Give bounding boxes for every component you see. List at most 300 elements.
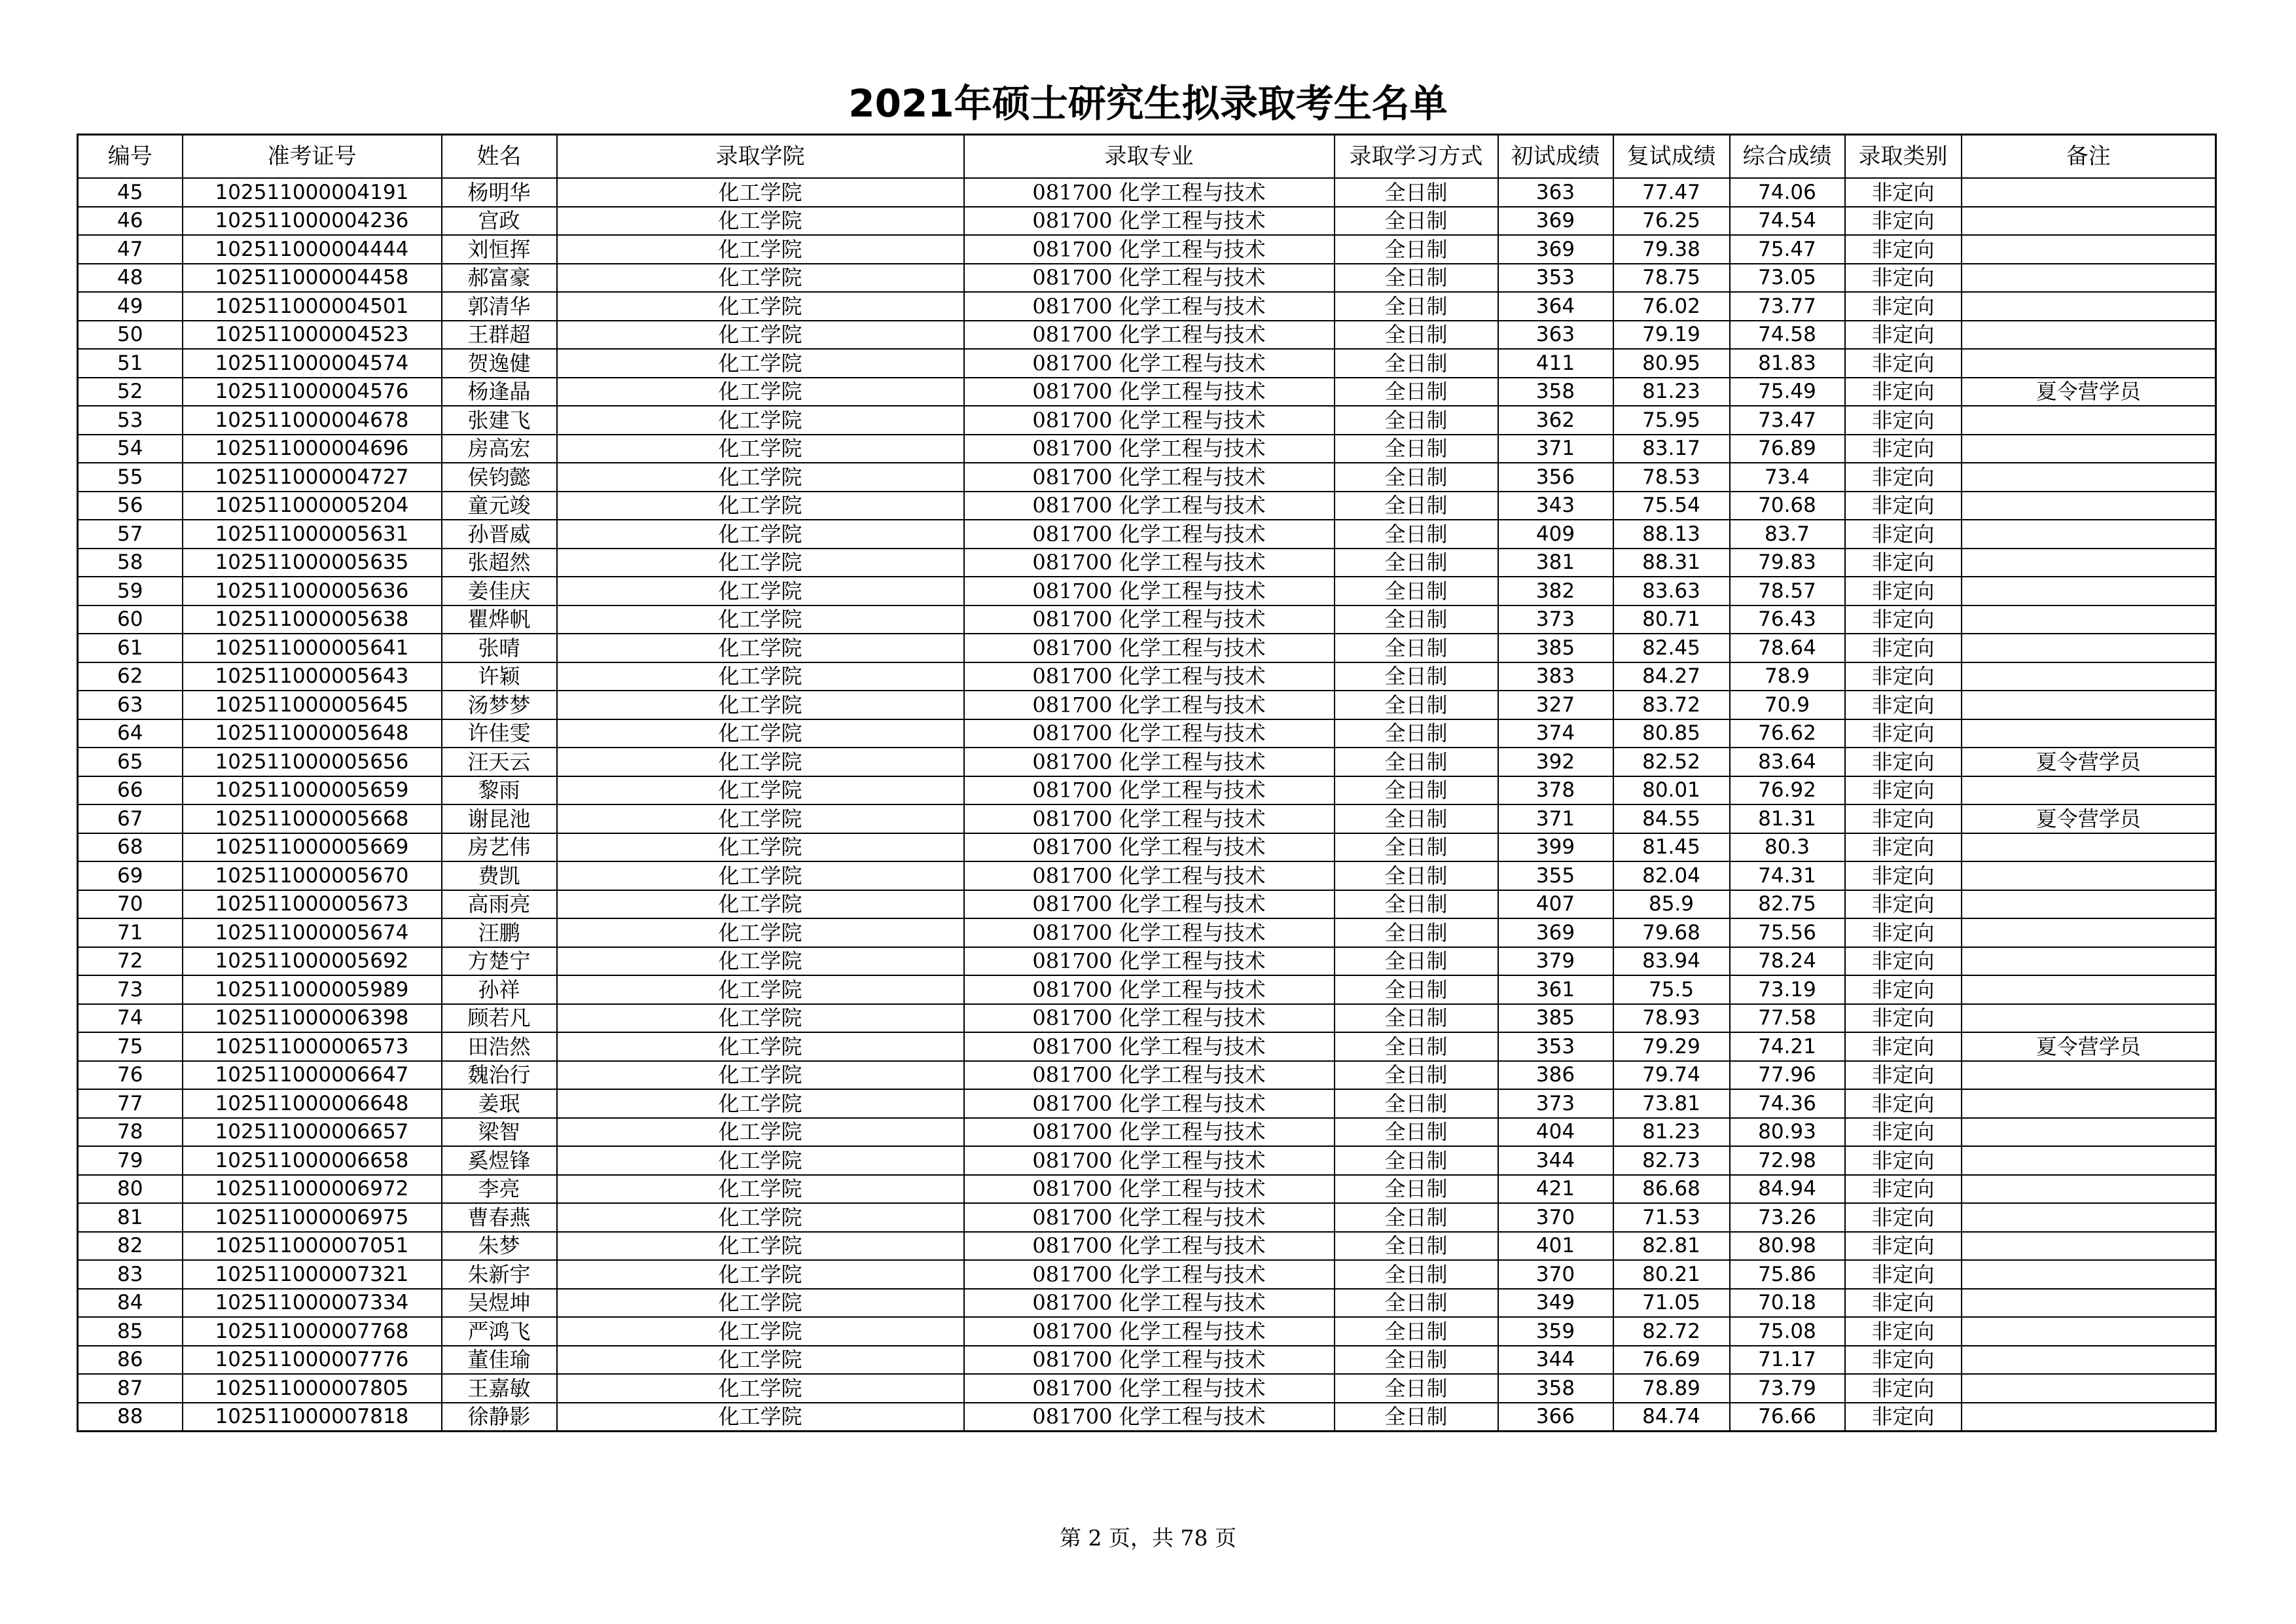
cell-major: 081700 化学工程与技术: [964, 691, 1335, 719]
cell-remarks: [1962, 975, 2216, 1004]
table-row: [78, 605, 2216, 634]
cell-total-score: 78.64: [1730, 634, 1845, 662]
cell-total-score: 76.66: [1730, 1403, 1845, 1432]
cell-number: 83: [78, 1260, 183, 1289]
cell-number: 49: [78, 292, 183, 321]
cell-major: 081700 化学工程与技术: [964, 662, 1335, 691]
cell-remarks: [1962, 406, 2216, 435]
cell-category: 非定向: [1845, 1061, 1962, 1090]
cell-name: 汪鹏: [442, 918, 557, 947]
cell-remarks: [1962, 719, 2216, 748]
cell-study-mode: 全日制: [1335, 1403, 1498, 1432]
cell-study-mode: 全日制: [1335, 691, 1498, 719]
cell-name: 杨明华: [442, 178, 557, 207]
cell-total-score: 71.17: [1730, 1346, 1845, 1375]
cell-total-score: 75.08: [1730, 1317, 1845, 1346]
cell-number: 76: [78, 1061, 183, 1090]
cell-college: 化工学院: [557, 1317, 964, 1346]
cell-retest-score: 86.68: [1613, 1175, 1730, 1204]
cell-study-mode: 全日制: [1335, 1004, 1498, 1033]
cell-exam-id: 102511000004576: [183, 378, 442, 406]
cell-study-mode: 全日制: [1335, 435, 1498, 463]
cell-major: 081700 化学工程与技术: [964, 1403, 1335, 1432]
cell-category: 非定向: [1845, 804, 1962, 833]
cell-retest-score: 80.71: [1613, 605, 1730, 634]
cell-major: 081700 化学工程与技术: [964, 178, 1335, 207]
table-row: [78, 918, 2216, 947]
cell-remarks: [1962, 1346, 2216, 1375]
cell-name: 姜佳庆: [442, 577, 557, 605]
cell-major: 081700 化学工程与技术: [964, 1146, 1335, 1175]
cell-exam-id: 102511000005692: [183, 947, 442, 976]
cell-name: 高雨亮: [442, 890, 557, 919]
cell-college: 化工学院: [557, 748, 964, 776]
cell-number: 79: [78, 1146, 183, 1175]
cell-major: 081700 化学工程与技术: [964, 207, 1335, 236]
cell-remarks: [1962, 918, 2216, 947]
cell-category: 非定向: [1845, 1203, 1962, 1232]
cell-category: 非定向: [1845, 321, 1962, 350]
cell-remarks: [1962, 1061, 2216, 1090]
cell-number: 77: [78, 1089, 183, 1118]
cell-retest-score: 83.17: [1613, 435, 1730, 463]
cell-category: 非定向: [1845, 292, 1962, 321]
cell-initial-score: 381: [1498, 549, 1613, 577]
cell-college: 化工学院: [557, 463, 964, 492]
cell-major: 081700 化学工程与技术: [964, 1289, 1335, 1318]
cell-number: 46: [78, 207, 183, 236]
cell-major: 081700 化学工程与技术: [964, 235, 1335, 264]
cell-exam-id: 102511000005659: [183, 776, 442, 805]
cell-name: 房高宏: [442, 435, 557, 463]
table-body: [78, 178, 2216, 1432]
cell-exam-id: 102511000004458: [183, 264, 442, 293]
column-header-number: 编号: [78, 135, 183, 179]
cell-remarks: [1962, 235, 2216, 264]
cell-retest-score: 78.75: [1613, 264, 1730, 293]
cell-retest-score: 82.72: [1613, 1317, 1730, 1346]
cell-remarks: [1962, 264, 2216, 293]
cell-name: 费凯: [442, 861, 557, 890]
cell-study-mode: 全日制: [1335, 349, 1498, 378]
cell-exam-id: 102511000006657: [183, 1118, 442, 1147]
cell-initial-score: 378: [1498, 776, 1613, 805]
cell-number: 62: [78, 662, 183, 691]
cell-major: 081700 化学工程与技术: [964, 833, 1335, 862]
table-row: [78, 634, 2216, 662]
cell-study-mode: 全日制: [1335, 748, 1498, 776]
cell-retest-score: 88.13: [1613, 520, 1730, 549]
cell-exam-id: 102511000005641: [183, 634, 442, 662]
cell-study-mode: 全日制: [1335, 975, 1498, 1004]
cell-total-score: 75.49: [1730, 378, 1845, 406]
cell-retest-score: 78.89: [1613, 1374, 1730, 1403]
cell-study-mode: 全日制: [1335, 549, 1498, 577]
cell-retest-score: 79.19: [1613, 321, 1730, 350]
cell-exam-id: 102511000007051: [183, 1232, 442, 1261]
cell-remarks: [1962, 1118, 2216, 1147]
cell-category: 非定向: [1845, 1317, 1962, 1346]
cell-category: 非定向: [1845, 549, 1962, 577]
cell-study-mode: 全日制: [1335, 178, 1498, 207]
cell-exam-id: 102511000005635: [183, 549, 442, 577]
cell-category: 非定向: [1845, 1089, 1962, 1118]
cell-total-score: 83.7: [1730, 520, 1845, 549]
cell-study-mode: 全日制: [1335, 235, 1498, 264]
cell-total-score: 73.05: [1730, 264, 1845, 293]
cell-exam-id: 102511000007321: [183, 1260, 442, 1289]
cell-total-score: 78.24: [1730, 947, 1845, 976]
cell-number: 61: [78, 634, 183, 662]
cell-exam-id: 102511000004574: [183, 349, 442, 378]
cell-number: 63: [78, 691, 183, 719]
table-row: [78, 1032, 2216, 1061]
table-row: [78, 1232, 2216, 1261]
cell-total-score: 83.64: [1730, 748, 1845, 776]
cell-college: 化工学院: [557, 804, 964, 833]
cell-category: 非定向: [1845, 833, 1962, 862]
cell-college: 化工学院: [557, 1118, 964, 1147]
cell-remarks: [1962, 463, 2216, 492]
cell-retest-score: 76.02: [1613, 292, 1730, 321]
cell-category: 非定向: [1845, 918, 1962, 947]
cell-retest-score: 81.23: [1613, 378, 1730, 406]
cell-remarks: [1962, 861, 2216, 890]
table-row: [78, 349, 2216, 378]
cell-total-score: 81.83: [1730, 349, 1845, 378]
cell-study-mode: 全日制: [1335, 1032, 1498, 1061]
cell-college: 化工学院: [557, 292, 964, 321]
cell-exam-id: 102511000006573: [183, 1032, 442, 1061]
column-header-college: 录取学院: [557, 135, 964, 179]
cell-exam-id: 102511000006658: [183, 1146, 442, 1175]
table-row: [78, 1403, 2216, 1432]
table-row: [78, 662, 2216, 691]
cell-study-mode: 全日制: [1335, 662, 1498, 691]
table-row: [78, 321, 2216, 350]
cell-study-mode: 全日制: [1335, 1175, 1498, 1204]
cell-major: 081700 化学工程与技术: [964, 349, 1335, 378]
cell-exam-id: 102511000007818: [183, 1403, 442, 1432]
cell-number: 51: [78, 349, 183, 378]
table-row: [78, 549, 2216, 577]
cell-initial-score: 385: [1498, 1004, 1613, 1033]
cell-category: 非定向: [1845, 435, 1962, 463]
cell-retest-score: 75.95: [1613, 406, 1730, 435]
cell-exam-id: 102511000005643: [183, 662, 442, 691]
cell-exam-id: 102511000006647: [183, 1061, 442, 1090]
cell-name: 郭清华: [442, 292, 557, 321]
cell-major: 081700 化学工程与技术: [964, 1317, 1335, 1346]
cell-total-score: 75.56: [1730, 918, 1845, 947]
cell-number: 67: [78, 804, 183, 833]
cell-initial-score: 358: [1498, 1374, 1613, 1403]
cell-exam-id: 102511000006975: [183, 1203, 442, 1232]
cell-name: 严鸿飞: [442, 1317, 557, 1346]
cell-name: 魏治行: [442, 1061, 557, 1090]
cell-college: 化工学院: [557, 1089, 964, 1118]
cell-total-score: 73.79: [1730, 1374, 1845, 1403]
cell-initial-score: 362: [1498, 406, 1613, 435]
cell-initial-score: 363: [1498, 178, 1613, 207]
cell-study-mode: 全日制: [1335, 520, 1498, 549]
cell-college: 化工学院: [557, 691, 964, 719]
cell-retest-score: 80.01: [1613, 776, 1730, 805]
cell-total-score: 81.31: [1730, 804, 1845, 833]
cell-name: 张建飞: [442, 406, 557, 435]
cell-total-score: 73.19: [1730, 975, 1845, 1004]
column-header-remarks: 备注: [1962, 135, 2216, 179]
cell-study-mode: 全日制: [1335, 463, 1498, 492]
cell-name: 奚煜锋: [442, 1146, 557, 1175]
cell-college: 化工学院: [557, 378, 964, 406]
table-row: [78, 804, 2216, 833]
cell-exam-id: 102511000004678: [183, 406, 442, 435]
cell-category: 非定向: [1845, 1374, 1962, 1403]
cell-category: 非定向: [1845, 861, 1962, 890]
cell-initial-score: 370: [1498, 1203, 1613, 1232]
cell-study-mode: 全日制: [1335, 1232, 1498, 1261]
cell-name: 张超然: [442, 549, 557, 577]
table-row: [78, 378, 2216, 406]
cell-exam-id: 102511000004444: [183, 235, 442, 264]
cell-category: 非定向: [1845, 776, 1962, 805]
cell-retest-score: 75.5: [1613, 975, 1730, 1004]
cell-initial-score: 401: [1498, 1232, 1613, 1261]
cell-exam-id: 102511000007334: [183, 1289, 442, 1318]
cell-name: 谢昆池: [442, 804, 557, 833]
cell-total-score: 78.57: [1730, 577, 1845, 605]
cell-initial-score: 371: [1498, 804, 1613, 833]
cell-college: 化工学院: [557, 719, 964, 748]
cell-remarks: [1962, 1403, 2216, 1432]
cell-major: 081700 化学工程与技术: [964, 435, 1335, 463]
cell-category: 非定向: [1845, 406, 1962, 435]
cell-major: 081700 化学工程与技术: [964, 492, 1335, 520]
cell-college: 化工学院: [557, 1346, 964, 1375]
cell-number: 71: [78, 918, 183, 947]
cell-remarks: 夏令营学员: [1962, 1032, 2216, 1061]
cell-initial-score: 369: [1498, 207, 1613, 236]
cell-category: 非定向: [1845, 1146, 1962, 1175]
table-row: [78, 264, 2216, 293]
cell-number: 87: [78, 1374, 183, 1403]
cell-initial-score: 379: [1498, 947, 1613, 976]
cell-study-mode: 全日制: [1335, 776, 1498, 805]
table-row: [78, 492, 2216, 520]
cell-college: 化工学院: [557, 833, 964, 862]
cell-major: 081700 化学工程与技术: [964, 1346, 1335, 1375]
cell-initial-score: 344: [1498, 1146, 1613, 1175]
table-row: [78, 1175, 2216, 1204]
cell-college: 化工学院: [557, 1032, 964, 1061]
cell-major: 081700 化学工程与技术: [964, 1089, 1335, 1118]
cell-remarks: [1962, 1232, 2216, 1261]
cell-total-score: 74.31: [1730, 861, 1845, 890]
cell-name: 孙祥: [442, 975, 557, 1004]
cell-study-mode: 全日制: [1335, 406, 1498, 435]
table-row: [78, 1061, 2216, 1090]
cell-category: 非定向: [1845, 975, 1962, 1004]
cell-category: 非定向: [1845, 719, 1962, 748]
cell-college: 化工学院: [557, 235, 964, 264]
cell-remarks: [1962, 178, 2216, 207]
cell-total-score: 73.26: [1730, 1203, 1845, 1232]
cell-initial-score: 344: [1498, 1346, 1613, 1375]
cell-study-mode: 全日制: [1335, 1118, 1498, 1147]
cell-college: 化工学院: [557, 492, 964, 520]
cell-category: 非定向: [1845, 605, 1962, 634]
cell-remarks: [1962, 776, 2216, 805]
cell-number: 58: [78, 549, 183, 577]
cell-total-score: 76.43: [1730, 605, 1845, 634]
cell-number: 45: [78, 178, 183, 207]
cell-category: 非定向: [1845, 378, 1962, 406]
column-header-initial-score: 初试成绩: [1498, 135, 1613, 179]
cell-study-mode: 全日制: [1335, 1203, 1498, 1232]
column-header-category: 录取类别: [1845, 135, 1962, 179]
cell-exam-id: 102511000004191: [183, 178, 442, 207]
table-row: [78, 691, 2216, 719]
cell-total-score: 70.18: [1730, 1289, 1845, 1318]
cell-college: 化工学院: [557, 918, 964, 947]
cell-initial-score: 373: [1498, 605, 1613, 634]
cell-number: 70: [78, 890, 183, 919]
cell-initial-score: 356: [1498, 463, 1613, 492]
cell-retest-score: 84.55: [1613, 804, 1730, 833]
cell-major: 081700 化学工程与技术: [964, 1061, 1335, 1090]
cell-initial-score: 409: [1498, 520, 1613, 549]
cell-remarks: [1962, 321, 2216, 350]
cell-remarks: [1962, 435, 2216, 463]
cell-college: 化工学院: [557, 406, 964, 435]
cell-major: 081700 化学工程与技术: [964, 890, 1335, 919]
cell-initial-score: 359: [1498, 1317, 1613, 1346]
cell-remarks: [1962, 1089, 2216, 1118]
cell-major: 081700 化学工程与技术: [964, 748, 1335, 776]
cell-category: 非定向: [1845, 1289, 1962, 1318]
cell-exam-id: 102511000006972: [183, 1175, 442, 1204]
cell-name: 朱新宇: [442, 1260, 557, 1289]
cell-category: 非定向: [1845, 1346, 1962, 1375]
cell-category: 非定向: [1845, 264, 1962, 293]
cell-remarks: 夏令营学员: [1962, 748, 2216, 776]
cell-initial-score: 358: [1498, 378, 1613, 406]
cell-exam-id: 102511000007776: [183, 1346, 442, 1375]
cell-initial-score: 370: [1498, 1260, 1613, 1289]
cell-study-mode: 全日制: [1335, 492, 1498, 520]
cell-retest-score: 80.85: [1613, 719, 1730, 748]
cell-remarks: [1962, 349, 2216, 378]
cell-category: 非定向: [1845, 520, 1962, 549]
cell-major: 081700 化学工程与技术: [964, 605, 1335, 634]
cell-initial-score: 373: [1498, 1089, 1613, 1118]
cell-exam-id: 102511000004727: [183, 463, 442, 492]
cell-exam-id: 102511000005656: [183, 748, 442, 776]
cell-name: 王群超: [442, 321, 557, 350]
cell-total-score: 75.86: [1730, 1260, 1845, 1289]
cell-category: 非定向: [1845, 890, 1962, 919]
cell-number: 65: [78, 748, 183, 776]
table-row: [78, 1374, 2216, 1403]
cell-name: 李亮: [442, 1175, 557, 1204]
cell-name: 房艺伟: [442, 833, 557, 862]
cell-name: 贺逸健: [442, 349, 557, 378]
cell-category: 非定向: [1845, 178, 1962, 207]
cell-category: 非定向: [1845, 1403, 1962, 1432]
cell-retest-score: 75.54: [1613, 492, 1730, 520]
table-header-row: [78, 135, 2216, 179]
cell-total-score: 78.9: [1730, 662, 1845, 691]
cell-category: 非定向: [1845, 1260, 1962, 1289]
cell-name: 顾若凡: [442, 1004, 557, 1033]
cell-retest-score: 77.47: [1613, 178, 1730, 207]
cell-category: 非定向: [1845, 577, 1962, 605]
cell-initial-score: 385: [1498, 634, 1613, 662]
cell-study-mode: 全日制: [1335, 207, 1498, 236]
cell-major: 081700 化学工程与技术: [964, 1260, 1335, 1289]
cell-retest-score: 83.63: [1613, 577, 1730, 605]
cell-exam-id: 102511000005674: [183, 918, 442, 947]
cell-name: 童元竣: [442, 492, 557, 520]
cell-total-score: 80.3: [1730, 833, 1845, 862]
cell-study-mode: 全日制: [1335, 890, 1498, 919]
cell-category: 非定向: [1845, 1232, 1962, 1261]
cell-exam-id: 102511000005638: [183, 605, 442, 634]
cell-number: 60: [78, 605, 183, 634]
table-row: [78, 1346, 2216, 1375]
cell-name: 瞿烨帆: [442, 605, 557, 634]
cell-initial-score: 411: [1498, 349, 1613, 378]
cell-major: 081700 化学工程与技术: [964, 1118, 1335, 1147]
cell-college: 化工学院: [557, 947, 964, 976]
cell-college: 化工学院: [557, 890, 964, 919]
cell-name: 方楚宁: [442, 947, 557, 976]
column-header-study-mode: 录取学习方式: [1335, 135, 1498, 179]
cell-study-mode: 全日制: [1335, 1061, 1498, 1090]
cell-retest-score: 80.21: [1613, 1260, 1730, 1289]
cell-retest-score: 79.68: [1613, 918, 1730, 947]
table-row: [78, 833, 2216, 862]
cell-total-score: 70.68: [1730, 492, 1845, 520]
cell-number: 78: [78, 1118, 183, 1147]
cell-total-score: 76.89: [1730, 435, 1845, 463]
cell-exam-id: 102511000005631: [183, 520, 442, 549]
cell-study-mode: 全日制: [1335, 1260, 1498, 1289]
page-title: 2021年硕士研究生拟录取考生名单: [848, 81, 1448, 126]
cell-study-mode: 全日制: [1335, 1317, 1498, 1346]
cell-remarks: [1962, 833, 2216, 862]
cell-remarks: [1962, 207, 2216, 236]
cell-name: 黎雨: [442, 776, 557, 805]
cell-category: 非定向: [1845, 1175, 1962, 1204]
cell-study-mode: 全日制: [1335, 1146, 1498, 1175]
cell-name: 杨逢晶: [442, 378, 557, 406]
table-row: [78, 975, 2216, 1004]
cell-remarks: [1962, 1317, 2216, 1346]
cell-study-mode: 全日制: [1335, 321, 1498, 350]
cell-remarks: [1962, 634, 2216, 662]
cell-remarks: [1962, 890, 2216, 919]
cell-number: 56: [78, 492, 183, 520]
cell-college: 化工学院: [557, 1175, 964, 1204]
table-row: [78, 207, 2216, 236]
cell-name: 董佳瑜: [442, 1346, 557, 1375]
cell-total-score: 80.93: [1730, 1118, 1845, 1147]
cell-college: 化工学院: [557, 321, 964, 350]
cell-exam-id: 102511000005636: [183, 577, 442, 605]
cell-major: 081700 化学工程与技术: [964, 321, 1335, 350]
